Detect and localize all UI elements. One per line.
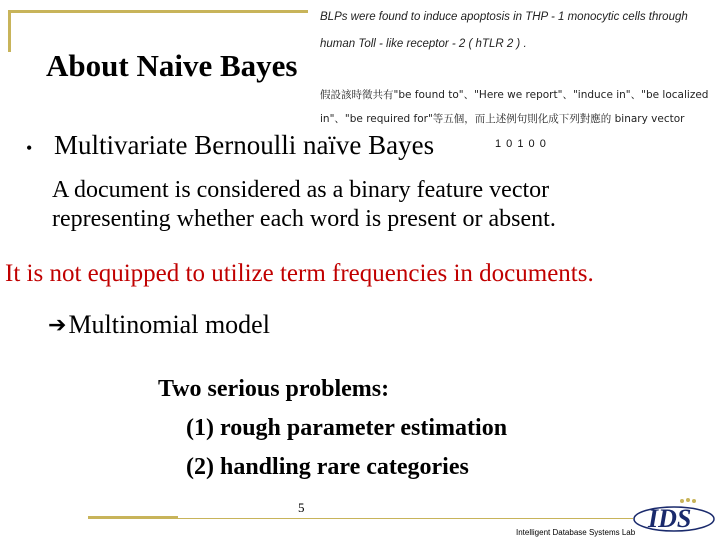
bullet-icon: • bbox=[26, 138, 33, 158]
description-line: representing whether each word is present or absent. bbox=[52, 206, 556, 232]
bullet-heading: Multivariate Bernoulli naïve Bayes bbox=[54, 130, 435, 160]
problems-heading: Two serious problems: bbox=[158, 376, 390, 402]
decorative-frame-top bbox=[8, 10, 308, 13]
page-number: 5 bbox=[298, 500, 305, 515]
limitation-note: It is not equipped to utilize term frequencies in documents. bbox=[5, 260, 594, 287]
example-explanation-line-1: 假設該時徵共有"be found to"、"Here we report"、"induce in"、"be localized bbox=[320, 89, 709, 101]
footer-lab-name: Intelligent Database Systems Lab bbox=[516, 528, 636, 537]
ids-logo bbox=[630, 495, 718, 539]
footer-rule-accent bbox=[88, 516, 178, 519]
problem-item: (1) rough parameter estimation bbox=[186, 415, 508, 441]
problems-block bbox=[158, 370, 507, 487]
right-arrow-icon: ➔ bbox=[48, 312, 67, 337]
footer-rule bbox=[178, 518, 633, 519]
slide-title: About Naive Bayes bbox=[46, 48, 298, 83]
problem-item: (2) handling rare categories bbox=[186, 454, 469, 480]
description bbox=[52, 176, 556, 234]
example-sentence-line-1: BLPs were found to induce apoptosis in THP - 1 monocytic cells through bbox=[320, 11, 688, 23]
decorative-frame-left bbox=[8, 10, 11, 52]
example-sentence-line-2: human Toll - like receptor - 2 ( hTLR 2 ) . bbox=[320, 38, 527, 50]
conclusion-text: Multinomial model bbox=[68, 310, 270, 339]
example-explanation-line-2: in"、"be required for"等五個，而上述例句則化成下列對應的 binary vector bbox=[320, 113, 685, 125]
conclusion-line bbox=[48, 310, 270, 340]
description-line: A document is considered as a binary feature vector bbox=[52, 177, 550, 203]
binary-vector: 1 0 1 0 0 bbox=[495, 138, 547, 150]
logo-text: IDS bbox=[648, 504, 692, 533]
